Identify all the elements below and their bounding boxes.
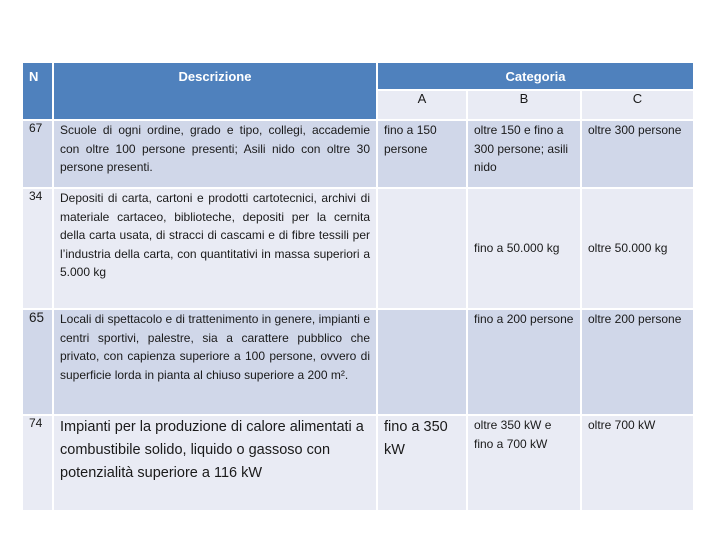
row-description: Impianti per la produzione di calore alimentati a combustibile solido, liquido o gassoso con potenzialità superiore a 116 kW [60, 419, 364, 481]
header-cat-c: C [582, 91, 693, 119]
row-cat-a: fino a 350 kW [384, 419, 448, 458]
row-number: 65 [29, 310, 45, 325]
row-number: 34 [29, 189, 43, 203]
row-cat-c: oltre 50.000 kg [588, 241, 668, 256]
row-cat-b: oltre 350 kW e fino a 700 kW [474, 418, 552, 451]
table-row [23, 416, 693, 510]
row-cat-a: fino a 150 persone [384, 123, 437, 156]
categorie-table [21, 61, 695, 512]
row-cat-b: fino a 50.000 kg [474, 241, 560, 256]
row-cat-c: oltre 200 persone [588, 312, 682, 326]
row-cat-a [378, 310, 466, 414]
header-n: N [23, 63, 52, 119]
row-number: 67 [29, 121, 43, 135]
header-cat-b: B [468, 91, 580, 119]
table-row [23, 310, 693, 414]
row-description: Depositi di carta, cartoni e prodotti cartotecnici, archivi di materiale cartaceo, biblioteche, depositi per la cernita della carta usata, di stracci di cascami e di fibre tessili per l’industria della carta, con quantitativi in massa superiori a 5.000 kg [60, 191, 370, 279]
row-description: Locali di spettacolo e di trattenimento in genere, impianti e centri sportivi, palestre, sia a carattere pubblico che privato, con capienza superiore a 100 persone, ovvero di superficie lorda in pianta al chiuso superiore a 200 m². [60, 312, 370, 382]
row-cat-b: oltre 150 e fino a 300 persone; asili nido [474, 123, 569, 174]
header-categoria: Categoria [378, 63, 693, 89]
header-descrizione: Descrizione [54, 63, 376, 119]
header-cat-a: A [378, 91, 466, 119]
table-row [23, 189, 693, 308]
table-row [23, 121, 693, 187]
row-number: 74 [29, 416, 43, 430]
row-cat-a [378, 189, 466, 308]
row-cat-b: fino a 200 persone [474, 312, 574, 326]
row-description: Scuole di ogni ordine, grado e tipo, collegi, accademie con oltre 100 persone presenti; Asili nido con oltre 30 persone presenti. [60, 123, 370, 174]
row-cat-c: oltre 300 persone [588, 123, 682, 137]
row-cat-c: oltre 700 kW [588, 418, 656, 432]
